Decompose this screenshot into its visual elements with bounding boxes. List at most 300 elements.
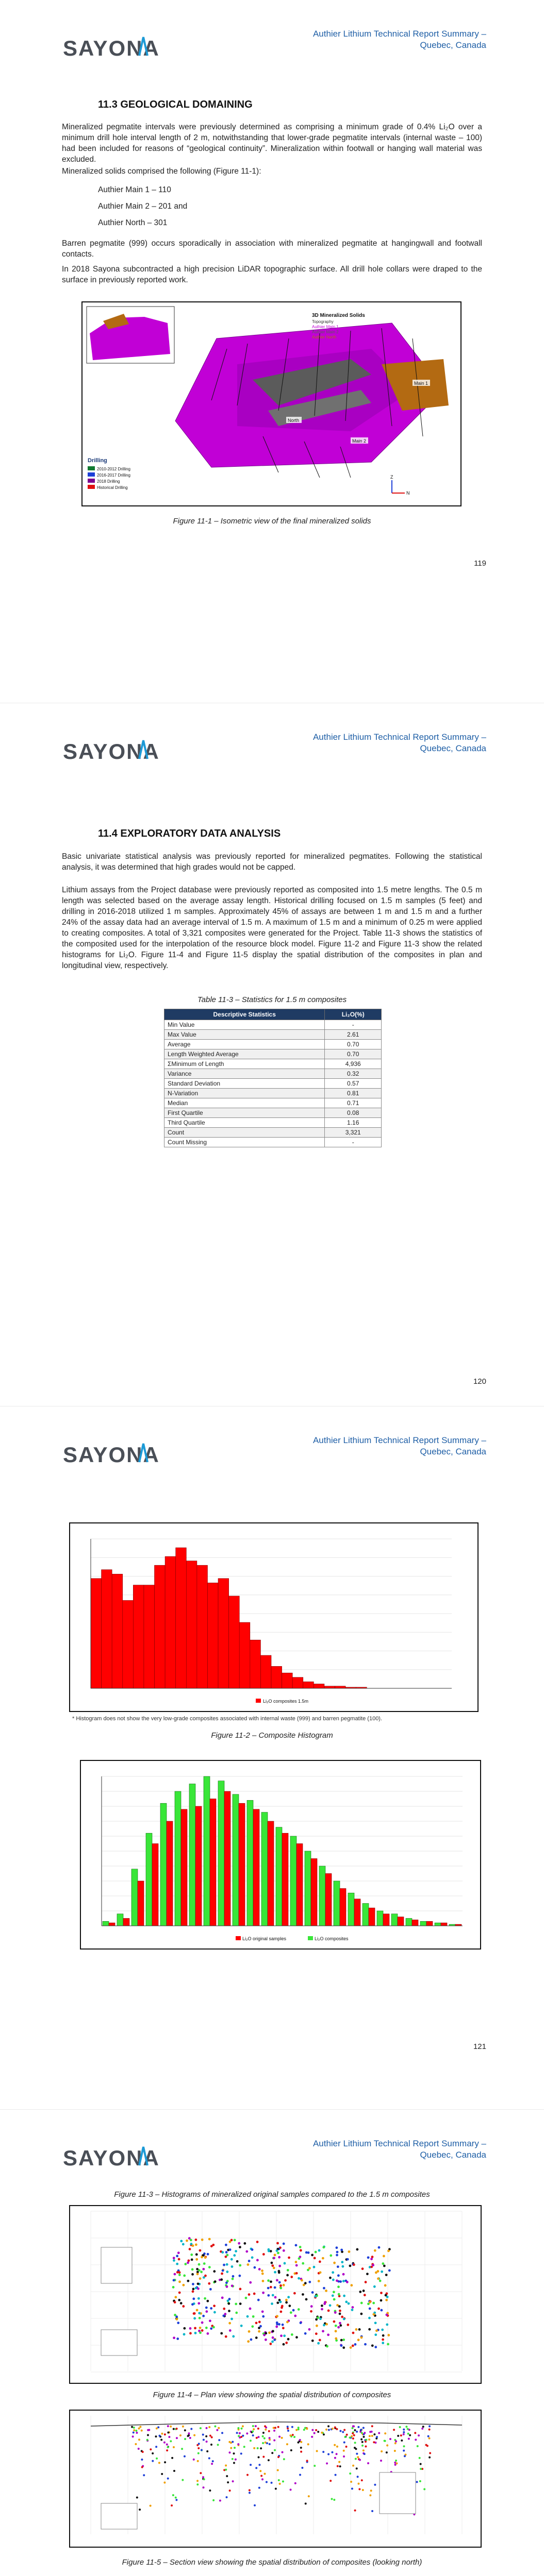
histogram-bar [195, 1806, 202, 1926]
composite-point [255, 2425, 257, 2427]
composite-point [229, 2489, 231, 2492]
composite-point [349, 2472, 351, 2475]
histogram-bar [303, 1682, 314, 1688]
histogram-bar [175, 1791, 181, 1926]
composite-point [262, 2253, 265, 2256]
composite-point [207, 2253, 209, 2256]
composite-point [225, 2469, 227, 2471]
legend-label: Li₂O composites [315, 1936, 349, 1941]
composite-point [262, 2456, 265, 2458]
composite-point [385, 2314, 388, 2316]
composite-point [178, 2299, 180, 2301]
composite-point [343, 2295, 345, 2297]
histogram-bar [189, 1784, 195, 1926]
sayona-logo [62, 2140, 160, 2177]
histogram-bar [152, 1844, 158, 1926]
table-cell-label: Count Missing [164, 1138, 325, 1147]
composite-point [193, 2312, 196, 2315]
composite-point [138, 2438, 140, 2441]
composite-point [310, 2310, 312, 2313]
histogram-bar [311, 1859, 317, 1926]
composite-point [135, 2430, 137, 2432]
composite-point [141, 2466, 143, 2468]
composite-point [271, 2341, 274, 2343]
composite-point [209, 2435, 211, 2437]
composite-point [288, 2304, 291, 2307]
composite-point [357, 2338, 360, 2341]
composite-point [428, 2429, 431, 2431]
composite-point [164, 2433, 166, 2435]
composite-point [428, 2456, 431, 2459]
composite-point [333, 2320, 336, 2323]
svg-text:SAYONA: SAYONA [63, 2146, 160, 2170]
histogram-bar [117, 1914, 123, 1926]
paragraph: Mineralized solids comprised the following (Figure 11-1): [62, 167, 261, 176]
composite-point [188, 2237, 191, 2240]
composite-point [209, 2489, 211, 2492]
composite-point [225, 2244, 227, 2246]
composite-point [271, 2302, 273, 2305]
composite-point [387, 2334, 390, 2336]
composite-point [380, 2309, 383, 2312]
composite-point [319, 2271, 322, 2274]
composite-point [380, 2460, 382, 2462]
composite-point [323, 2324, 325, 2327]
histogram-bar [391, 1914, 398, 1926]
composite-point [138, 2428, 140, 2430]
composite-point [133, 2429, 135, 2431]
composite-point [198, 2263, 201, 2266]
composite-point [278, 2479, 280, 2481]
composite-point [166, 2444, 168, 2446]
composite-point [277, 2252, 279, 2255]
composite-point [242, 2425, 244, 2427]
composite-point [232, 2335, 235, 2338]
report-page-121 [0, 1406, 544, 2110]
composite-point [212, 2326, 215, 2329]
composite-point [176, 2255, 178, 2258]
statistics-table [164, 1009, 382, 1147]
composite-point [291, 2426, 293, 2428]
histogram-bar [362, 1904, 369, 1926]
composite-point [284, 2262, 286, 2265]
composite-point [384, 2432, 386, 2434]
composite-point [208, 2266, 211, 2268]
composite-point [294, 2482, 296, 2484]
composite-point [347, 2324, 349, 2326]
composite-point [212, 2499, 215, 2501]
composite-point [359, 2291, 361, 2293]
composite-point [226, 2285, 228, 2288]
header-title-line2: Quebec, Canada [420, 743, 486, 753]
composite-point [306, 2460, 308, 2462]
histogram-bar [204, 1776, 210, 1926]
composite-point [388, 2269, 391, 2272]
composite-point [341, 2316, 343, 2318]
composite-point [356, 2453, 358, 2455]
composite-point [369, 2308, 371, 2310]
histogram-bar [218, 1781, 224, 1926]
composite-point [161, 2473, 163, 2475]
composite-point [282, 2327, 285, 2329]
composite-point [272, 2336, 274, 2339]
composite-point [181, 2448, 183, 2450]
header-title-line1: Authier Lithium Technical Report Summary – [312, 732, 486, 742]
composite-point [357, 2426, 359, 2428]
composite-point [173, 2470, 175, 2472]
composite-point [194, 2332, 197, 2334]
composite-point [381, 2329, 384, 2331]
composite-point [334, 2444, 336, 2446]
composite-point [420, 2463, 422, 2465]
composite-point [178, 2271, 181, 2274]
composite-point [343, 2318, 345, 2320]
composite-point [315, 2332, 318, 2335]
composite-point [180, 2302, 183, 2304]
paragraph: Barren pegmatite (999) occurs sporadically in association with mineralized pegmatite at hangingwall and footwall contacts. [62, 239, 482, 259]
composite-point [335, 2246, 338, 2249]
composite-point [211, 2436, 213, 2438]
composite-point [385, 2294, 387, 2297]
composite-point [365, 2439, 367, 2441]
figure-caption: Figure 11-4 – Plan view showing the spatial distribution of composites [153, 2391, 391, 2399]
composite-point [205, 2307, 208, 2309]
drilling-legend [101, 2330, 137, 2355]
composite-point [319, 2339, 321, 2342]
composite-point [335, 2330, 337, 2332]
composite-point [269, 2443, 271, 2445]
composite-point [374, 2321, 377, 2324]
composite-point [329, 2480, 332, 2482]
composite-point [382, 2262, 384, 2265]
composite-point [370, 2258, 373, 2260]
histogram-bar [133, 1585, 144, 1688]
comparison-histogram [80, 1760, 481, 1950]
composite-point [268, 2430, 270, 2432]
composite-point [342, 2431, 344, 2433]
composite-point [362, 2449, 365, 2451]
table-cell-label: ΣMinimum of Length [164, 1059, 325, 1069]
composite-point [358, 2488, 360, 2490]
composite-point [196, 2309, 199, 2311]
composite-point [204, 2297, 206, 2300]
composite-point [276, 2315, 278, 2317]
composite-point [300, 2321, 302, 2324]
composite-point [354, 2429, 356, 2431]
composite-point [322, 2257, 324, 2260]
composite-point [222, 2269, 224, 2272]
composite-point [225, 2464, 227, 2466]
histogram-bar [144, 1585, 155, 1688]
composite-point [212, 2460, 214, 2462]
composite-point [188, 2432, 190, 2434]
composite-point [155, 2446, 157, 2448]
composite-point [283, 2243, 285, 2245]
histogram-note: * Histogram does not show the very low-grade composites associated with internal waste (999) and barren pegmatite (100). [72, 1716, 383, 1722]
composite-point [314, 2257, 316, 2260]
composite-point [233, 2254, 236, 2257]
composite-point [172, 2494, 174, 2496]
composite-point [355, 2458, 357, 2460]
composite-point [389, 2438, 391, 2440]
composite-point [373, 2433, 375, 2435]
composite-point [273, 2267, 275, 2269]
composite-point [221, 2296, 224, 2299]
composite-point [323, 2302, 326, 2305]
composite-point [249, 2308, 252, 2310]
composite-point [157, 2426, 159, 2428]
histogram-bar [239, 1803, 245, 1926]
composite-point [214, 2280, 217, 2283]
composite-point [198, 2443, 200, 2445]
composite-point [196, 2480, 199, 2482]
composite-point [264, 2425, 266, 2427]
composite-point [339, 2430, 341, 2432]
composite-point [350, 2481, 352, 2483]
figure-caption: Figure 11-3 – Histograms of mineralized original samples compared to the 1.5 m composites [114, 2190, 430, 2199]
composite-point [338, 2293, 340, 2296]
composite-point [307, 2443, 309, 2445]
composite-point [336, 2254, 338, 2257]
composite-point [228, 2441, 230, 2443]
composite-point [273, 2439, 275, 2442]
section-title: 11.3 GEOLOGICAL DOMAINING [98, 99, 253, 110]
composite-point [234, 2239, 236, 2242]
composite-point [354, 2343, 357, 2346]
table-row [164, 1049, 382, 1059]
composite-point [248, 2293, 251, 2296]
composite-point [372, 2302, 375, 2304]
histogram-bar [239, 1622, 250, 1688]
composite-point [183, 2274, 186, 2277]
composite-point [319, 2317, 322, 2320]
composite-point [364, 2343, 367, 2346]
composite-point [321, 2432, 323, 2434]
composite-point [237, 2443, 239, 2445]
composite-point [273, 2257, 275, 2259]
composite-point [259, 2470, 261, 2472]
histogram-bar [253, 1809, 259, 1926]
composite-point [305, 2298, 308, 2301]
composite-point [267, 2294, 270, 2297]
composite-point [191, 2268, 194, 2271]
composite-point [252, 2434, 254, 2436]
composite-point [373, 2441, 375, 2443]
table-row [164, 1138, 382, 1147]
composite-point [311, 2340, 314, 2342]
composite-point [221, 2432, 223, 2434]
histogram-bar [155, 1565, 166, 1688]
composite-point [196, 2268, 199, 2270]
composite-point [377, 2277, 380, 2280]
composite-point [203, 2439, 205, 2441]
composite-point [199, 2331, 202, 2334]
histogram-bar [282, 1673, 293, 1688]
composite-point [356, 2248, 358, 2251]
histogram-bar [91, 1579, 102, 1688]
histogram-bar [276, 1827, 282, 1926]
composite-point [368, 2328, 371, 2331]
composite-point [369, 2301, 371, 2303]
section-title: 11.4 EXPLORATORY DATA ANALYSIS [98, 828, 281, 839]
table-cell-label: N-Variation [164, 1089, 325, 1098]
composite-point [319, 2261, 321, 2263]
composite-point [332, 2279, 335, 2281]
composite-point [382, 2338, 384, 2341]
composite-point [200, 2427, 202, 2429]
composite-point [262, 2442, 264, 2444]
composite-point [177, 2321, 179, 2324]
table-cell-label: Third Quartile [164, 1118, 325, 1128]
header-title-line2: Quebec, Canada [420, 40, 486, 50]
composite-point [376, 2436, 378, 2438]
composite-point [381, 2450, 383, 2452]
composite-point [314, 2432, 316, 2434]
composite-point [178, 2274, 181, 2276]
composite-point [218, 2427, 220, 2429]
composite-point [300, 2451, 302, 2453]
composite-point [357, 2456, 359, 2458]
section-view-figure [69, 2410, 482, 2548]
composite-point [261, 2273, 264, 2275]
composite-point [184, 2429, 186, 2431]
table-cell-label: Min Value [164, 1020, 325, 1030]
composite-point [317, 2342, 320, 2345]
composite-point [278, 2256, 281, 2259]
composite-point [283, 2334, 286, 2337]
composite-point [283, 2458, 285, 2460]
composite-point [226, 2496, 228, 2498]
composite-point [384, 2284, 387, 2287]
composite-point [350, 2346, 352, 2349]
composite-point [225, 2281, 228, 2284]
composite-point [279, 2301, 282, 2303]
composite-point [329, 2277, 332, 2279]
composite-point [223, 2308, 225, 2310]
composite-point [293, 2292, 296, 2295]
svg-text:Historical Drilling: Historical Drilling [97, 485, 128, 490]
composite-point [191, 2273, 194, 2276]
composite-point [329, 2304, 332, 2307]
composite-point [175, 2318, 178, 2320]
composite-point [175, 2315, 178, 2318]
composite-point [228, 2322, 231, 2325]
histogram-bar [207, 1583, 218, 1688]
composite-point [273, 2338, 276, 2341]
composite-point [331, 2498, 333, 2500]
composite-point [136, 2432, 138, 2434]
composite-point [292, 2434, 294, 2436]
composite-point [314, 2295, 317, 2298]
composite-point [247, 2263, 250, 2266]
composite-point [173, 2428, 175, 2430]
composite-point [360, 2336, 363, 2339]
composite-point [226, 2254, 228, 2257]
composite-point [303, 2429, 305, 2431]
composite-point [199, 2249, 202, 2252]
composite-point [267, 2279, 270, 2282]
composite-point [176, 2437, 178, 2439]
composite-point [138, 2448, 140, 2450]
composite-point [173, 2336, 175, 2339]
page-number: 121 [473, 2042, 486, 2051]
composite-point [325, 2429, 327, 2431]
composite-point [199, 2327, 202, 2329]
svg-text:Drilling: Drilling [88, 457, 107, 464]
composite-point [293, 2436, 295, 2438]
composite-point [176, 2263, 178, 2265]
composite-point [285, 2342, 288, 2344]
composite-point [252, 2430, 254, 2432]
composite-point [258, 2464, 260, 2466]
composite-point [211, 2463, 213, 2465]
composite-point [407, 2428, 409, 2430]
composite-point [342, 2280, 345, 2282]
composite-point [238, 2275, 241, 2277]
composite-point [139, 2426, 141, 2428]
composite-point [403, 2429, 405, 2431]
composite-point [415, 2438, 417, 2441]
composite-point [235, 2250, 237, 2252]
composite-point [285, 2299, 288, 2301]
composite-point [337, 2285, 340, 2288]
composite-point [359, 2459, 361, 2461]
histogram-bar [296, 1844, 303, 1926]
composite-point [281, 2305, 284, 2308]
table-cell-label: Length Weighted Average [164, 1049, 325, 1059]
composite-point [358, 2328, 361, 2331]
histogram-bar [197, 1565, 208, 1688]
composite-point [339, 2313, 341, 2315]
composite-point [369, 2494, 371, 2496]
composite-point [352, 2306, 354, 2309]
composite-point [256, 2259, 259, 2262]
composite-point [336, 2251, 339, 2253]
figure-caption: Figure 11-2 – Composite Histogram [211, 1731, 333, 1740]
svg-text:SAYONA: SAYONA [63, 36, 160, 60]
composite-point [262, 2315, 265, 2318]
composite-point [195, 2287, 197, 2290]
composite-point [334, 2457, 336, 2459]
composite-point [281, 2437, 283, 2439]
composite-point [192, 2287, 194, 2290]
composite-point [362, 2290, 365, 2292]
composite-point [178, 2292, 181, 2294]
composite-point [422, 2426, 424, 2428]
composite-point [175, 2497, 177, 2499]
composite-point [327, 2309, 330, 2312]
composite-point [282, 2324, 284, 2326]
composite-point [277, 2469, 279, 2471]
composite-point [254, 2504, 256, 2506]
composite-point [274, 2253, 276, 2256]
report-header [290, 2138, 486, 2161]
composite-point [300, 2447, 302, 2449]
composite-point [142, 2451, 144, 2453]
composite-point [339, 2324, 342, 2327]
composite-point [298, 2308, 300, 2311]
figure-caption: Figure 11-1 – Isometric view of the final mineralized solids [173, 517, 371, 526]
composite-point [262, 2292, 265, 2294]
composite-point [167, 2425, 169, 2427]
table-row [164, 1089, 382, 1098]
composite-point [158, 2462, 160, 2464]
table-cell-value: - [325, 1138, 382, 1147]
composite-point [192, 2283, 194, 2285]
composite-point [253, 2428, 255, 2430]
histogram-bar [354, 1899, 360, 1926]
composite-point [163, 2442, 166, 2444]
